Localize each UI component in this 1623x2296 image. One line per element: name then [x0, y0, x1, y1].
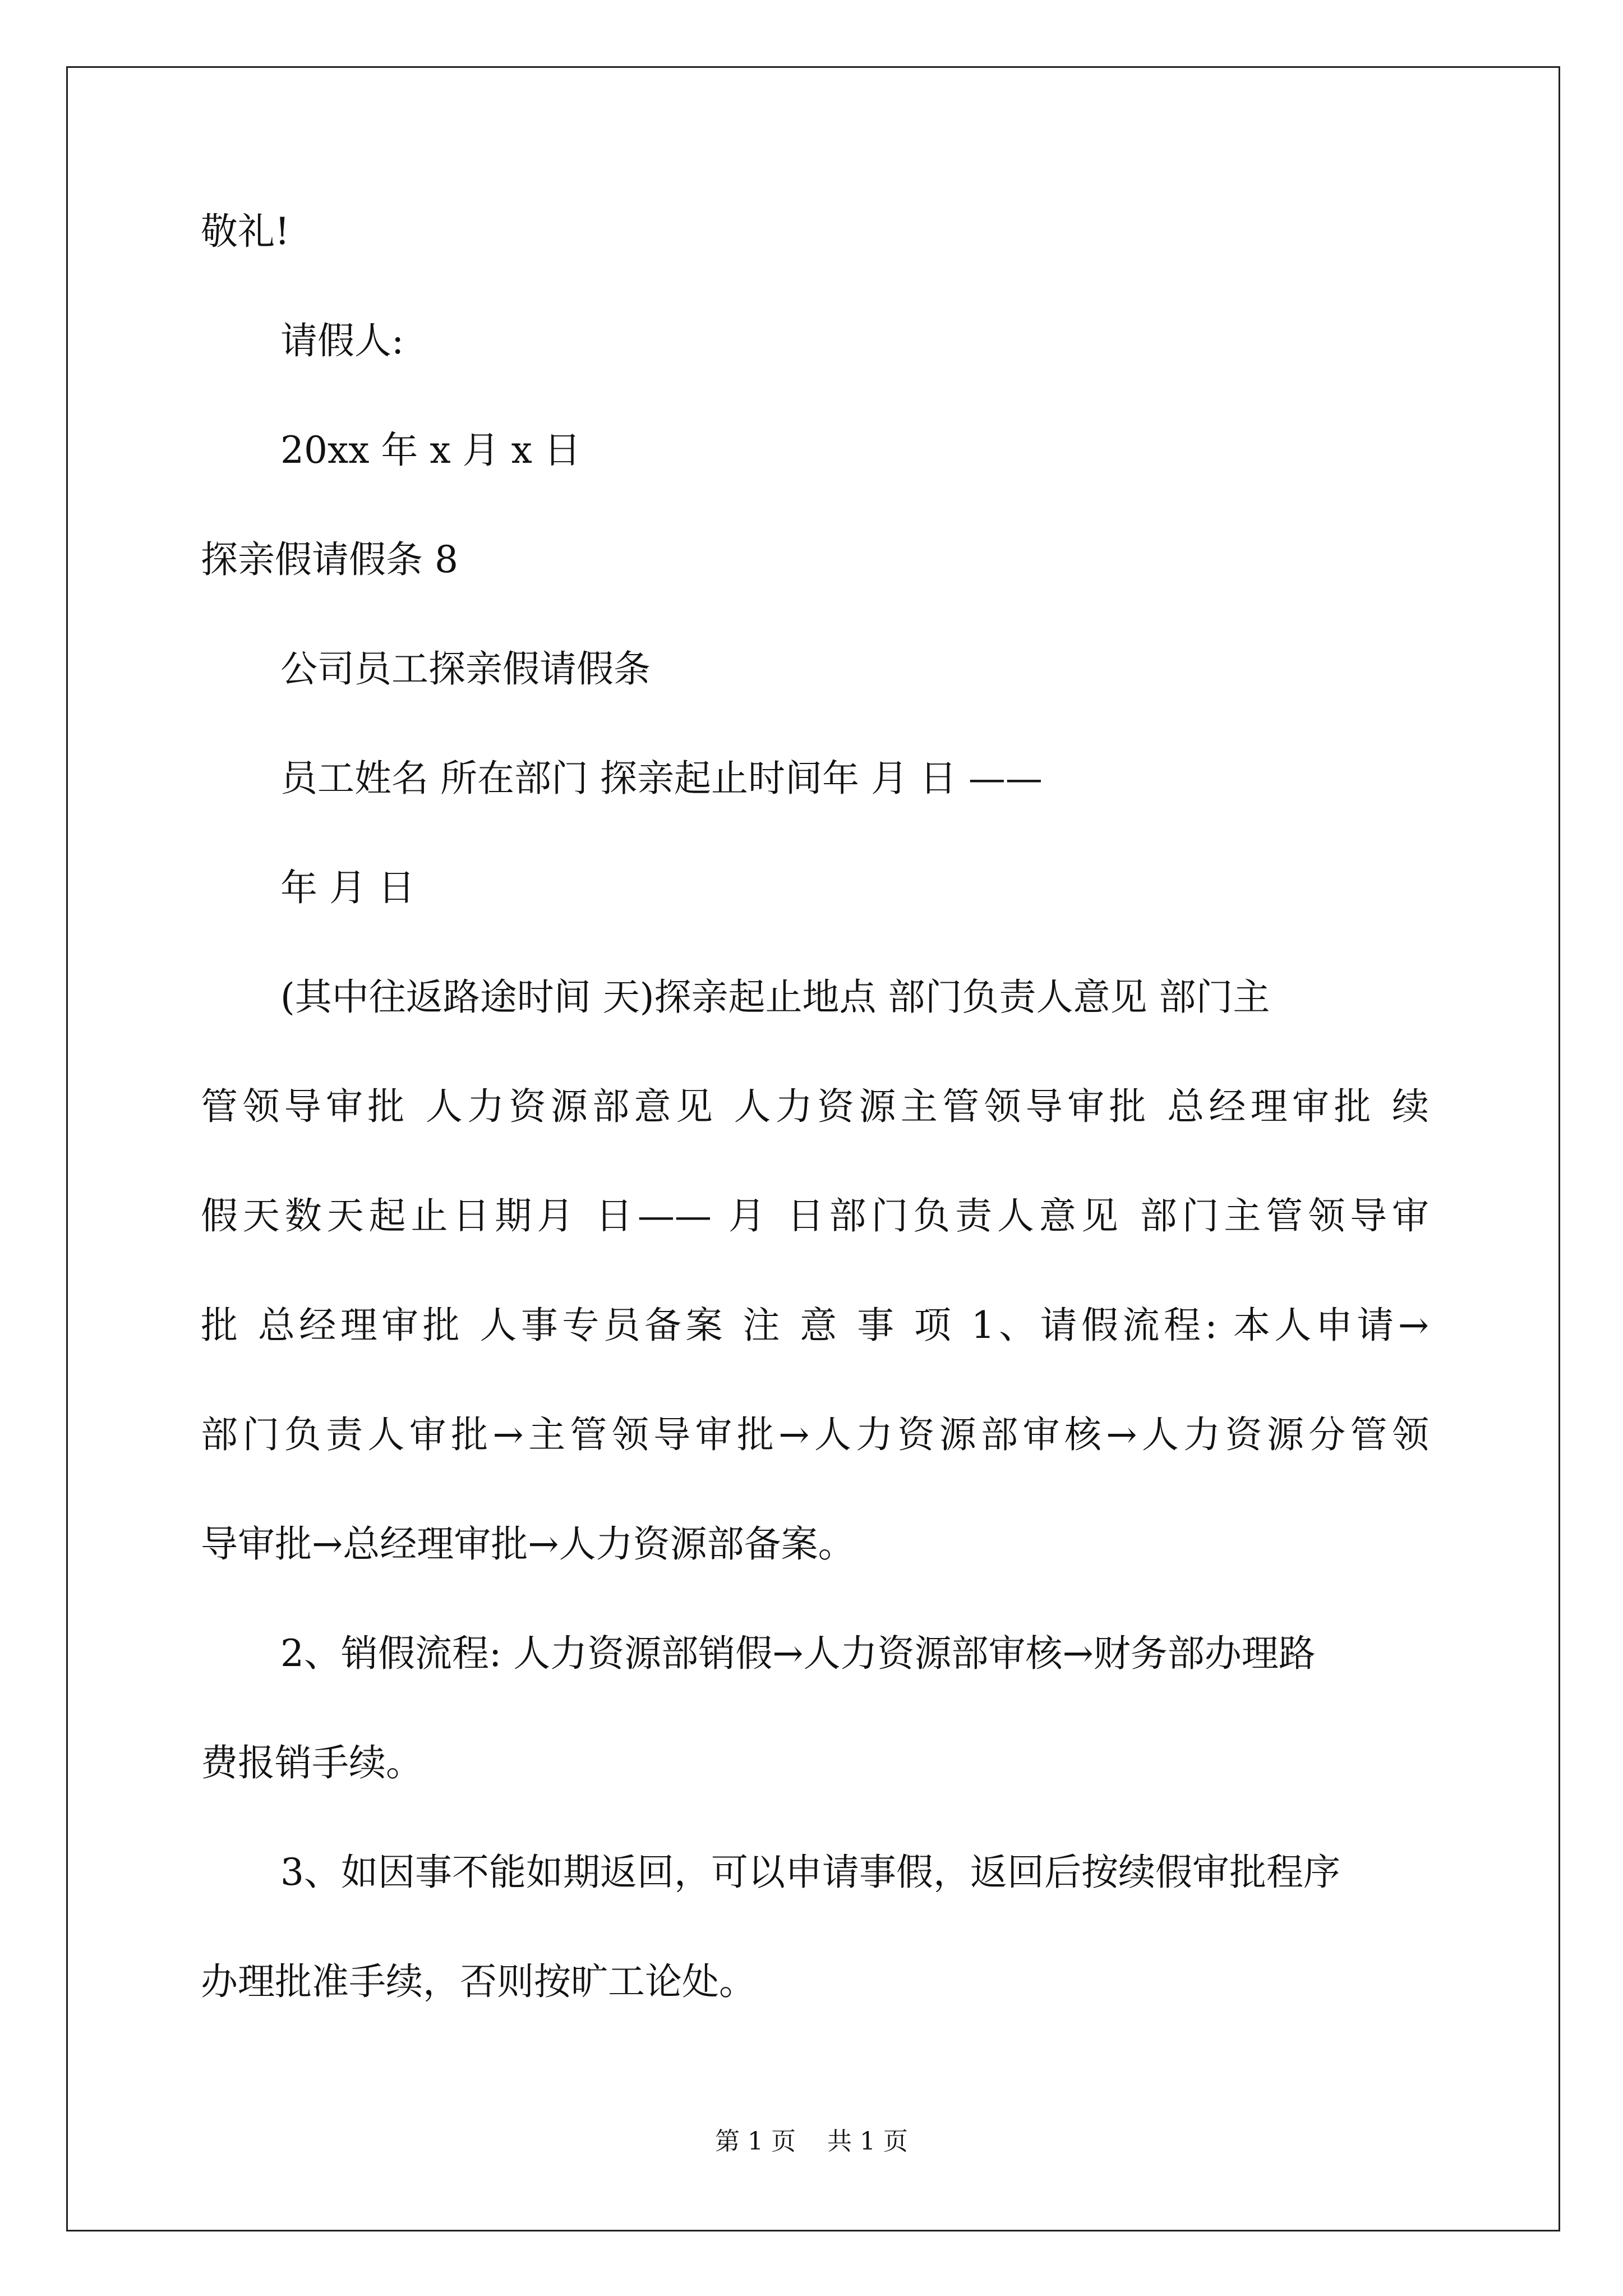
date-line: 20xx 年 x 月 x 日: [280, 429, 581, 472]
body-line-6: 导审批→总经理审批→人力资源部备案。: [201, 1522, 855, 1566]
body-line-7: 2、销假流程: 人力资源部销假→人力资源部审核→财务部办理路: [280, 1632, 1316, 1675]
body-line-1: (其中往返路途时间 天)探亲起止地点 部门负责人意见 部门主: [280, 976, 1270, 1019]
closing-salute: 敬礼!: [201, 210, 290, 253]
body-line-9: 3、如因事不能如期返回，可以申请事假，返回后按续假审批程序: [280, 1851, 1340, 1894]
page-border: [66, 66, 1560, 2231]
form-line-1: 员工姓名 所在部门 探亲起止时间年 月 日 ——: [280, 757, 1043, 800]
body-line-4: 批 总经理审批 人事专员备案 注 意 事 项 1、请假流程: 本人申请→: [201, 1304, 1429, 1347]
form-title: 公司员工探亲假请假条: [280, 647, 651, 691]
applicant-label: 请假人:: [280, 319, 404, 362]
body-line-2: 管领导审批 人力资源部意见 人力资源主管领导审批 总经理审批 续: [201, 1085, 1429, 1128]
body-line-5: 部门负责人审批→主管领导审批→人力资源部审核→人力资源分管领: [201, 1413, 1429, 1456]
section-heading: 探亲假请假条 8: [201, 538, 458, 581]
page-number-footer: 第 1 页 共 1 页: [715, 2127, 908, 2156]
form-line-2: 年 月 日: [280, 866, 415, 909]
body-line-8: 费报销手续。: [201, 1741, 423, 1784]
body-line-10: 办理批准手续，否则按旷工论处。: [201, 1960, 756, 2003]
body-line-3: 假天数天起止日期月 日—— 月 日部门负责人意见 部门主管领导审: [201, 1194, 1429, 1237]
